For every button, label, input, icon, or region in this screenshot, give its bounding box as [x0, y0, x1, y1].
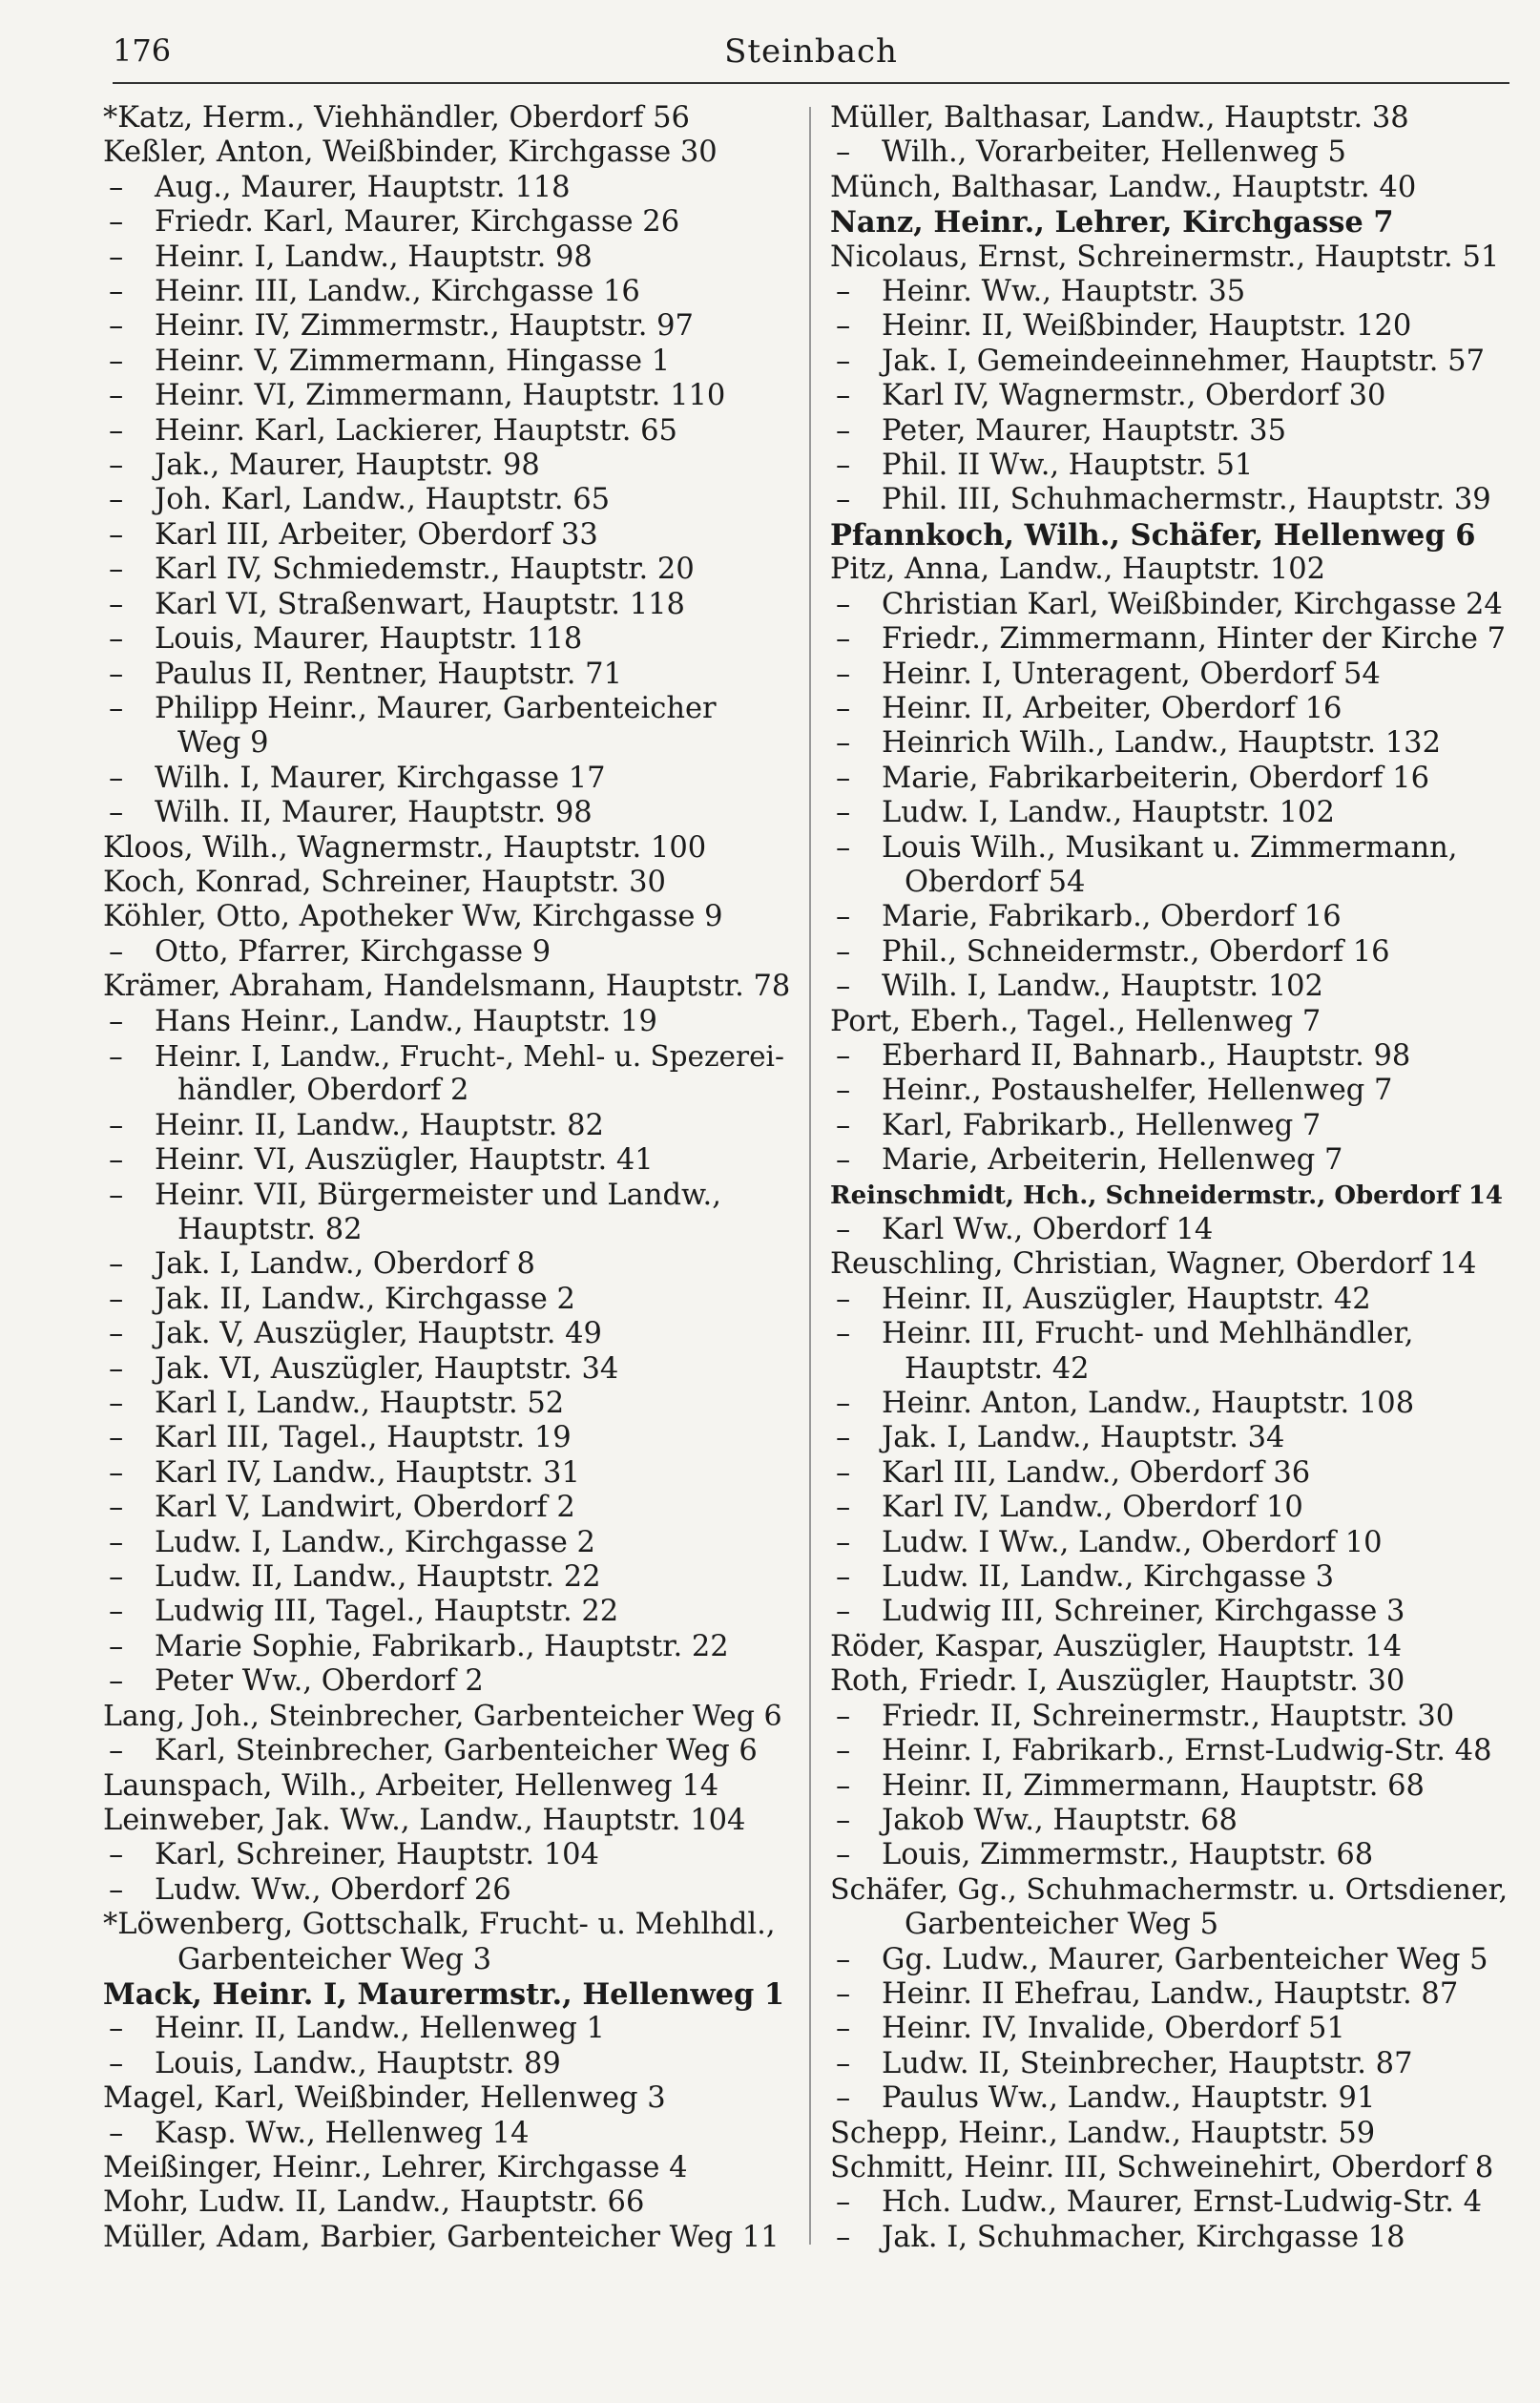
directory-sub-entry: – Friedr. Karl, Maurer, Kirchgasse 26 — [103, 205, 792, 240]
directory-entry-continuation: händler, Oberdorf 2 — [177, 1074, 469, 1108]
directory-entry: Lang, Joh., Steinbrecher, Garbenteicher Weg 6 — [103, 1699, 782, 1733]
directory-entry: Keßler, Anton, Weißbinder, Kirchgasse 30 — [103, 136, 718, 170]
directory-sub-entry: – Ludwig III, Schreiner, Kirchgasse 3 — [830, 1595, 1511, 1629]
directory-sub-entry: – Heinr. IV, Zimmermstr., Hauptstr. 97 — [103, 309, 792, 344]
directory-entry: Münch, Balthasar, Landw., Hauptstr. 40 — [830, 170, 1417, 204]
directory-entry: Port, Eberh., Tagel., Hellenweg 7 — [830, 1004, 1321, 1038]
directory-entry: Mohr, Ludw. II, Landw., Hauptstr. 66 — [103, 2185, 645, 2220]
directory-sub-entry: – Heinr. II, Arbeiter, Oberdorf 16 — [830, 692, 1511, 726]
directory-sub-entry: – Ludw. II, Landw., Kirchgasse 3 — [830, 1560, 1511, 1595]
directory-sub-entry: – Karl IV, Wagnermstr., Oberdorf 30 — [830, 379, 1511, 413]
directory-sub-entry: – Heinr. II, Landw., Hauptstr. 82 — [103, 1109, 792, 1143]
directory-entry-continuation: Weg 9 — [177, 726, 269, 761]
directory-sub-entry: – Peter Ww., Oberdorf 2 — [103, 1664, 792, 1699]
directory-sub-entry: – Louis, Landw., Hauptstr. 89 — [103, 2047, 792, 2081]
directory-entry: *Löwenberg, Gottschalk, Frucht- u. Mehlhdl., — [103, 1908, 776, 1942]
directory-sub-entry: – Hch. Ludw., Maurer, Ernst-Ludwig-Str. 4 — [830, 2185, 1511, 2220]
directory-sub-entry: – Ludw. I Ww., Landw., Oberdorf 10 — [830, 1526, 1511, 1560]
column-divider — [809, 107, 811, 2245]
right-column — [830, 101, 1511, 2255]
directory-entry-continuation: Garbenteicher Weg 3 — [177, 1942, 491, 1976]
directory-sub-entry: – Heinr. VI, Zimmermann, Hauptstr. 110 — [103, 379, 792, 413]
directory-sub-entry: – Heinr. I, Fabrikarb., Ernst-Ludwig-Str. 48 — [830, 1734, 1511, 1768]
directory-sub-entry: – Heinr. Anton, Landw., Hauptstr. 108 — [830, 1387, 1511, 1421]
directory-sub-entry: – Philipp Heinr., Maurer, Garbenteicher — [103, 692, 792, 726]
directory-sub-entry: – Heinr. Ww., Hauptstr. 35 — [830, 275, 1511, 309]
directory-sub-entry: – Heinr. VII, Bürgermeister und Landw., — [103, 1179, 792, 1213]
directory-sub-entry: – Wilh. I, Maurer, Kirchgasse 17 — [103, 762, 792, 796]
directory-sub-entry: – Heinr. I, Landw., Frucht-, Mehl- u. Spezerei- — [103, 1039, 792, 1074]
directory-entry: Launspach, Wilh., Arbeiter, Hellenweg 14 — [103, 1768, 719, 1803]
directory-sub-entry: – Karl V, Landwirt, Oberdorf 2 — [103, 1491, 792, 1525]
directory-sub-entry: – Ludwig III, Tagel., Hauptstr. 22 — [103, 1595, 792, 1629]
directory-sub-entry: – Peter, Maurer, Hauptstr. 35 — [830, 414, 1511, 449]
directory-sub-entry: – Heinr. I, Unteragent, Oberdorf 54 — [830, 658, 1511, 692]
directory-sub-entry: – Louis, Zimmermstr., Hauptstr. 68 — [830, 1838, 1511, 1872]
directory-sub-entry: – Karl III, Arbeiter, Oberdorf 33 — [103, 518, 792, 553]
directory-entry: Schepp, Heinr., Landw., Hauptstr. 59 — [830, 2116, 1376, 2150]
directory-sub-entry: – Ludw. II, Landw., Hauptstr. 22 — [103, 1560, 792, 1595]
directory-sub-entry: – Friedr., Zimmermann, Hinter der Kirche 7 — [830, 622, 1511, 657]
directory-sub-entry: – Otto, Pfarrer, Kirchgasse 9 — [103, 935, 792, 970]
directory-entry-continuation: Garbenteicher Weg 5 — [905, 1908, 1218, 1942]
directory-sub-entry: – Wilh. II, Maurer, Hauptstr. 98 — [103, 796, 792, 830]
directory-entry: Pitz, Anna, Landw., Hauptstr. 102 — [830, 553, 1326, 587]
directory-sub-entry: – Phil. III, Schuhmachermstr., Hauptstr. 39 — [830, 483, 1511, 517]
directory-sub-entry: – Karl IV, Landw., Hauptstr. 31 — [103, 1456, 792, 1491]
directory-sub-entry: – Karl III, Tagel., Hauptstr. 19 — [103, 1421, 792, 1455]
directory-sub-entry: – Karl, Steinbrecher, Garbenteicher Weg 6 — [103, 1734, 792, 1768]
directory-sub-entry: – Heinr. III, Landw., Kirchgasse 16 — [103, 275, 792, 309]
directory-sub-entry: – Jak. I, Landw., Oberdorf 8 — [103, 1247, 792, 1282]
directory-sub-entry: – Marie, Arbeiterin, Hellenweg 7 — [830, 1143, 1511, 1178]
directory-sub-entry: – Marie Sophie, Fabrikarb., Hauptstr. 22 — [103, 1630, 792, 1664]
directory-sub-entry: – Karl I, Landw., Hauptstr. 52 — [103, 1387, 792, 1421]
directory-sub-entry: – Heinr. II, Zimmermann, Hauptstr. 68 — [830, 1769, 1511, 1804]
directory-sub-entry: – Louis Wilh., Musikant u. Zimmermann, — [830, 831, 1511, 866]
directory-entry: Krämer, Abraham, Handelsmann, Hauptstr. 78 — [103, 970, 791, 1004]
directory-entry: Köhler, Otto, Apotheker Ww, Kirchgasse 9 — [103, 900, 723, 934]
directory-sub-entry: – Paulus II, Rentner, Hauptstr. 71 — [103, 658, 792, 692]
directory-sub-entry: – Hans Heinr., Landw., Hauptstr. 19 — [103, 1005, 792, 1039]
directory-sub-entry: – Karl Ww., Oberdorf 14 — [830, 1213, 1511, 1247]
directory-entry: Koch, Konrad, Schreiner, Hauptstr. 30 — [103, 865, 666, 899]
directory-sub-entry: – Karl IV, Schmiedemstr., Hauptstr. 20 — [103, 553, 792, 587]
directory-sub-entry: – Karl, Fabrikarb., Hellenweg 7 — [830, 1109, 1511, 1143]
directory-sub-entry: – Heinr. II, Auszügler, Hauptstr. 42 — [830, 1283, 1511, 1317]
directory-entry-continuation: Hauptstr. 42 — [905, 1351, 1090, 1386]
directory-sub-entry: – Ludw. I, Landw., Kirchgasse 2 — [103, 1526, 792, 1560]
directory-sub-entry: – Ludw. I, Landw., Hauptstr. 102 — [830, 796, 1511, 830]
directory-sub-entry: – Louis, Maurer, Hauptstr. 118 — [103, 622, 792, 657]
directory-sub-entry: – Christian Karl, Weißbinder, Kirchgasse 24 — [830, 588, 1511, 622]
directory-entry-continuation: Hauptstr. 82 — [177, 1213, 363, 1246]
directory-sub-entry: – Wilh., Vorarbeiter, Hellenweg 5 — [830, 136, 1511, 170]
directory-entry: Nanz, Heinr., Lehrer, Kirchgasse 7 — [830, 205, 1394, 240]
directory-sub-entry: – Ludw. Ww., Oberdorf 26 — [103, 1873, 792, 1908]
directory-sub-entry: – Phil., Schneidermstr., Oberdorf 16 — [830, 935, 1511, 970]
left-column — [103, 101, 792, 2255]
directory-sub-entry: – Karl III, Landw., Oberdorf 36 — [830, 1456, 1511, 1491]
directory-sub-entry: – Heinr. III, Frucht- und Mehlhändler, — [830, 1317, 1511, 1351]
directory-sub-entry: – Jak. VI, Auszügler, Hauptstr. 34 — [103, 1352, 792, 1387]
directory-entry: Nicolaus, Ernst, Schreinermstr., Hauptstr. 51 — [830, 240, 1500, 274]
directory-sub-entry: – Jak. V, Auszügler, Hauptstr. 49 — [103, 1317, 792, 1351]
directory-sub-entry: – Karl IV, Landw., Oberdorf 10 — [830, 1491, 1511, 1525]
directory-entry: Roth, Friedr. I, Auszügler, Hauptstr. 30 — [830, 1664, 1405, 1699]
directory-entry: Kloos, Wilh., Wagnermstr., Hauptstr. 100 — [103, 830, 707, 865]
directory-sub-entry: – Heinr. Karl, Lackierer, Hauptstr. 65 — [103, 414, 792, 449]
directory-sub-entry: – Friedr. II, Schreinermstr., Hauptstr. 30 — [830, 1700, 1511, 1734]
directory-sub-entry: – Aug., Maurer, Hauptstr. 118 — [103, 171, 792, 205]
directory-sub-entry: – Eberhard II, Bahnarb., Hauptstr. 98 — [830, 1039, 1511, 1074]
directory-sub-entry: – Heinr. VI, Auszügler, Hauptstr. 41 — [103, 1143, 792, 1178]
directory-sub-entry: – Jak. I, Landw., Hauptstr. 34 — [830, 1421, 1511, 1455]
directory-sub-entry: – Karl, Schreiner, Hauptstr. 104 — [103, 1838, 792, 1872]
directory-sub-entry: – Paulus Ww., Landw., Hauptstr. 91 — [830, 2081, 1511, 2116]
directory-sub-entry: – Marie, Fabrikarbeiterin, Oberdorf 16 — [830, 762, 1511, 796]
directory-sub-entry: – Heinr. I, Landw., Hauptstr. 98 — [103, 240, 792, 275]
directory-entry: *Katz, Herm., Viehhändler, Oberdorf 56 — [103, 101, 690, 135]
directory-sub-entry: – Heinr. V, Zimmermann, Hingasse 1 — [103, 345, 792, 379]
directory-entry: Meißinger, Heinr., Lehrer, Kirchgasse 4 — [103, 2150, 688, 2184]
directory-sub-entry: – Heinr., Postaushelfer, Hellenweg 7 — [830, 1074, 1511, 1108]
directory-sub-entry: – Wilh. I, Landw., Hauptstr. 102 — [830, 970, 1511, 1004]
directory-entry: Müller, Balthasar, Landw., Hauptstr. 38 — [830, 101, 1409, 135]
directory-entry: Röder, Kaspar, Auszügler, Hauptstr. 14 — [830, 1629, 1402, 1663]
directory-sub-entry: – Ludw. II, Steinbrecher, Hauptstr. 87 — [830, 2047, 1511, 2081]
directory-sub-entry: – Kasp. Ww., Hellenweg 14 — [103, 2117, 792, 2151]
directory-entry: Schäfer, Gg., Schuhmachermstr. u. Ortsdiener, — [830, 1872, 1509, 1907]
directory-sub-entry: – Heinrich Wilh., Landw., Hauptstr. 132 — [830, 726, 1511, 761]
directory-entry: Leinweber, Jak. Ww., Landw., Hauptstr. 104 — [103, 1803, 746, 1837]
directory-entry-continuation: Oberdorf 54 — [905, 865, 1086, 899]
directory-entry: Reinschmidt, Hch., Schneidermstr., Oberdorf 14 — [830, 1181, 1504, 1210]
directory-sub-entry: – Jak. I, Gemeindeeinnehmer, Hauptstr. 57 — [830, 345, 1511, 379]
directory-sub-entry: – Jak., Maurer, Hauptstr. 98 — [103, 449, 792, 483]
directory-entry: Reuschling, Christian, Wagner, Oberdorf 14 — [830, 1247, 1477, 1282]
directory-sub-entry: – Jak. I, Schuhmacher, Kirchgasse 18 — [830, 2221, 1511, 2255]
directory-entry: Mack, Heinr. I, Maurermstr., Hellenweg 1 — [103, 1976, 785, 2012]
directory-entry: Pfannkoch, Wilh., Schäfer, Hellenweg 6 — [830, 517, 1476, 553]
directory-entry: Müller, Adam, Barbier, Garbenteicher Weg 11 — [103, 2220, 780, 2254]
directory-sub-entry: – Karl VI, Straßenwart, Hauptstr. 118 — [103, 588, 792, 622]
page-number: 176 — [113, 32, 172, 69]
directory-sub-entry: – Heinr. II Ehefrau, Landw., Hauptstr. 87 — [830, 1977, 1511, 2012]
directory-sub-entry: – Heinr. II, Landw., Hellenweg 1 — [103, 2012, 792, 2046]
directory-entry: Schmitt, Heinr. III, Schweinehirt, Oberdorf 8 — [830, 2150, 1494, 2184]
directory-sub-entry: – Heinr. IV, Invalide, Oberdorf 51 — [830, 2012, 1511, 2046]
directory-sub-entry: – Jak. II, Landw., Kirchgasse 2 — [103, 1283, 792, 1317]
directory-sub-entry: – Heinr. II, Weißbinder, Hauptstr. 120 — [830, 309, 1511, 344]
page-header — [113, 29, 1509, 84]
directory-sub-entry: – Marie, Fabrikarb., Oberdorf 16 — [830, 900, 1511, 934]
directory-sub-entry: – Joh. Karl, Landw., Hauptstr. 65 — [103, 483, 792, 517]
directory-sub-entry: – Gg. Ludw., Maurer, Garbenteicher Weg 5 — [830, 1943, 1511, 1977]
directory-sub-entry: – Phil. II Ww., Hauptstr. 51 — [830, 449, 1511, 483]
directory-entry: Magel, Karl, Weißbinder, Hellenweg 3 — [103, 2081, 666, 2116]
directory-sub-entry: – Jakob Ww., Hauptstr. 68 — [830, 1804, 1511, 1838]
page-title: Steinbach — [724, 32, 898, 71]
